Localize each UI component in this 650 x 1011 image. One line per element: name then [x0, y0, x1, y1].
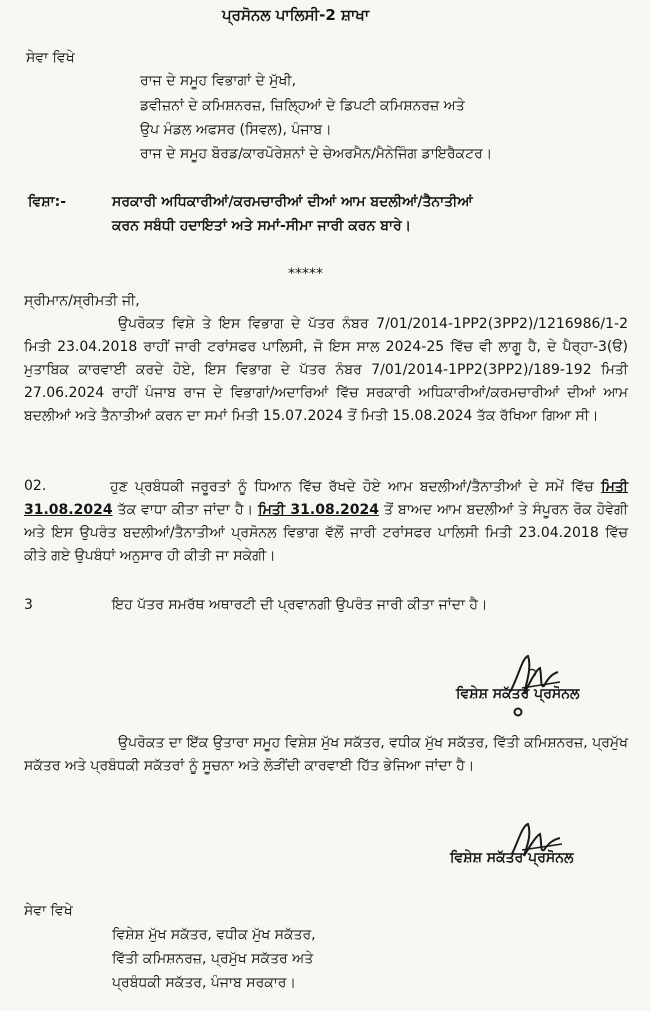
- subject-label: ਵਿਸ਼ਾ:-: [28, 194, 67, 210]
- footer-addressee-line-3: ਪ੍ਰਬੰਧਕੀ ਸਕੱਤਰ, ਪੰਜਾਬ ਸਰਕਾਰ।: [112, 975, 296, 991]
- addressee-line-2: ਡਵੀਜ਼ਨਾਂ ਦੇ ਕਮਿਸ਼ਨਰਜ਼, ਜ਼ਿਲ੍ਹਿਆਂ ਦੇ ਡਿਪਟੀ ਕਮਿਸ਼ਨਰਜ਼ ਅਤੇ: [140, 98, 465, 114]
- paragraph-2-date-1: ਮਿਤੀ 31.08.2024: [24, 479, 629, 518]
- paragraph-2-part-1: ਹੁਣ ਪ੍ਰਬੰਧਕੀ ਜਰੂਰਤਾਂ ਨੂੰ ਧਿਆਨ ਵਿੱਚ ਰੱਖਦੇ ਹੋਏ ਆਮ ਬਦਲੀਆਂ/ਤੈਨਾਤੀਆਂ ਦੇ ਸਮੇਂ ਵਿੱਚ: [110, 479, 594, 495]
- section-title: ਪ੍ਰਸੋਨਲ ਪਾਲਿਸੀ-2 ਸ਼ਾਖਾ: [222, 6, 370, 24]
- signature-1-title: ਵਿਸ਼ੇਸ਼ ਸਕੱਤਰ ਪ੍ਰਸੋਨਲ: [456, 686, 580, 702]
- paragraph-2-part-2: ਤੱਕ ਵਾਧਾ ਕੀਤਾ ਜਾਂਦਾ ਹੈ।: [117, 502, 254, 518]
- signature-scribble-1: [500, 648, 570, 718]
- paragraph-2: [24, 476, 628, 568]
- addressee-line-1: ਰਾਜ ਦੇ ਸਮੂਹ ਵਿਭਾਗਾਂ ਦੇ ਮੁੱਖੀ,: [140, 73, 297, 89]
- paragraph-2-number: 02.: [24, 478, 47, 494]
- addressee-label: ਸੇਵਾ ਵਿਖੇ: [26, 50, 75, 66]
- subject-line-1: ਸਰਕਾਰੀ ਅਧਿਕਾਰੀਆਂ/ਕਰਮਚਾਰੀਆਂ ਦੀਆਂ ਆਮ ਬਦਲੀਆਂ/ਤੈਨਾਤੀਆਂ: [112, 194, 473, 210]
- separator-stars: *****: [288, 266, 323, 282]
- subject-line-2: ਕਰਨ ਸਬੰਧੀ ਹਦਾਇਤਾਂ ਅਤੇ ਸਮਾਂ-ਸੀਮਾ ਜਾਰੀ ਕਰਨ ਬਾਰੇ।: [112, 218, 412, 234]
- addressee-line-3: ਉਪ ਮੰਡਲ ਅਫਸਰ (ਸਿਵਲ), ਪੰਜਾਬ।: [140, 122, 332, 138]
- addressee-line-4: ਰਾਜ ਦੇ ਸਮੂਹ ਬੋਰਡ/ਕਾਰਪੋਰੇਸ਼ਨਾਂ ਦੇ ਚੇਅਰਮੈਨ/ਮੈਨੇਜਿੰਗ ਡਾਇਰੈਕਟਰ।: [140, 146, 493, 162]
- paragraph-3: ਇਹ ਪੱਤਰ ਸਮਰੱਥ ਅਥਾਰਟੀ ਦੀ ਪ੍ਰਵਾਨਗੀ ਉਪਰੰਤ ਜਾਰੀ ਕੀਤਾ ਜਾਂਦਾ ਹੈ।: [112, 597, 488, 613]
- paragraph-3-number: 3: [24, 597, 33, 613]
- paragraph-1: ਉਪਰੋਕਤ ਵਿਸ਼ੇ ਤੇ ਇਸ ਵਿਭਾਗ ਦੇ ਪੱਤਰ ਨੰਬਰ 7/01/2014-1PP2(3PP2)/1216986/1-2 ਮਿਤੀ 23.04.2018 ਰਾਹੀਂ ਜਾਰੀ ਟਰਾਂਸਫਰ ਪਾਲਿਸੀ, ਜੋ ਇਸ ਸਾਲ 2024-25 ਵਿੱਚ ਵੀ ਲਾਗੂ ਹੈ, ਦੇ ਪੈਰ੍ਹਾ-3(ੳ) ਮੁਤਾਬਿਕ ਕਾਰਵਾਈ ਕਰਦੇ ਹੋਏ, ਇਸ ਵਿਭਾਗ ਦੇ ਪੱਤਰ ਨੰਬਰ 7/01/2014-1PP2(3PP2)/189-192 ਮਿਤੀ 27.06.2024 ਰਾਹੀਂ ਪੰਜਾਬ ਰਾਜ ਦੇ ਵਿਭਾਗਾਂ/ਅਦਾਰਿਆਂ ਵਿੱਚ ਸਰਕਾਰੀ ਅਧਿਕਾਰੀਆਂ/ਕਰਮਚਾਰੀਆਂ ਦੀਆਂ ਆਮ ਬਦਲੀਆਂ ਅਤੇ ਤੈਨਾਤੀਆਂ ਕਰਨ ਦਾ ਸਮਾਂ ਮਿਤੀ 15.07.2024 ਤੋਂ ਮਿਤੀ 15.08.2024 ਤੱਕ ਰੱਖਿਆ ਗਿਆ ਸੀ।: [24, 316, 628, 424]
- footer-addressee-line-1: ਵਿਸ਼ੇਸ਼ ਮੁੱਖ ਸਕੱਤਰ, ਵਧੀਕ ਮੁੱਖ ਸਕੱਤਰ,: [112, 927, 316, 943]
- copy-paragraph: ਉਪਰੋਕਤ ਦਾ ਇੱਕ ਉਤਾਰਾ ਸਮੂਹ ਵਿਸ਼ੇਸ਼ ਮੁੱਖ ਸਕੱਤਰ, ਵਧੀਕ ਮੁੱਖ ਸਕੱਤਰ, ਵਿੱਤੀ ਕਮਿਸ਼ਨਰਜ਼, ਪ੍ਰਮੁੱਖ ਸਕੱਤਰ ਅਤੇ ਪ੍ਰਬੰਧਕੀ ਸਕੱਤਰਾਂ ਨੂੰ ਸੂਚਨਾ ਅਤੇ ਲੋੜੀਂਦੀ ਕਾਰਵਾਈ ਹਿੱਤ ਭੇਜਿਆ ਜਾਂਦਾ ਹੈ।: [24, 735, 628, 774]
- signature-2-title: ਵਿਸ਼ੇਸ਼ ਸਕੱਤਰ ਪ੍ਰਸੋਨਲ: [450, 850, 574, 866]
- paragraph-2-part-3: ਤੋਂ ਬਾਅਦ ਆਮ ਬਦਲੀਆਂ ਤੇ ਸੰਪੂਰਨ ਰੋਕ ਹੋਵੇਗੀ ਅਤੇ ਇਸ ਉਪਰੰਤ ਬਦਲੀਆਂ/ਤੈਨਾਤੀਆਂ ਪ੍ਰਸੋਨਲ ਵਿਭਾਗ ਵੱਲੋਂ ਜਾਰੀ ਟਰਾਂਸਫਰ ਪਾਲਿਸੀ ਮਿਤੀ 23.04.2018 ਵਿੱਚ ਕੀਤੇ ਗਏ ਉਪਬੰਧਾਂ ਅਨੁਸਾਰ ਹੀ ਕੀਤੀ ਜਾ ਸਕੇਗੀ।: [24, 502, 628, 564]
- footer-addressee-line-2: ਵਿੱਤੀ ਕਮਿਸ਼ਨਰਜ਼, ਪ੍ਰਮੁੱਖ ਸਕੱਤਰ ਅਤੇ: [112, 951, 314, 967]
- paragraph-2-date-2: ਮਿਤੀ 31.08.2024: [258, 502, 379, 518]
- salutation: ਸ੍ਰੀਮਾਨ/ਸ੍ਰੀਮਤੀ ਜੀ,: [24, 293, 140, 309]
- footer-addressee-label: ਸੇਵਾ ਵਿਖੇ: [24, 903, 73, 919]
